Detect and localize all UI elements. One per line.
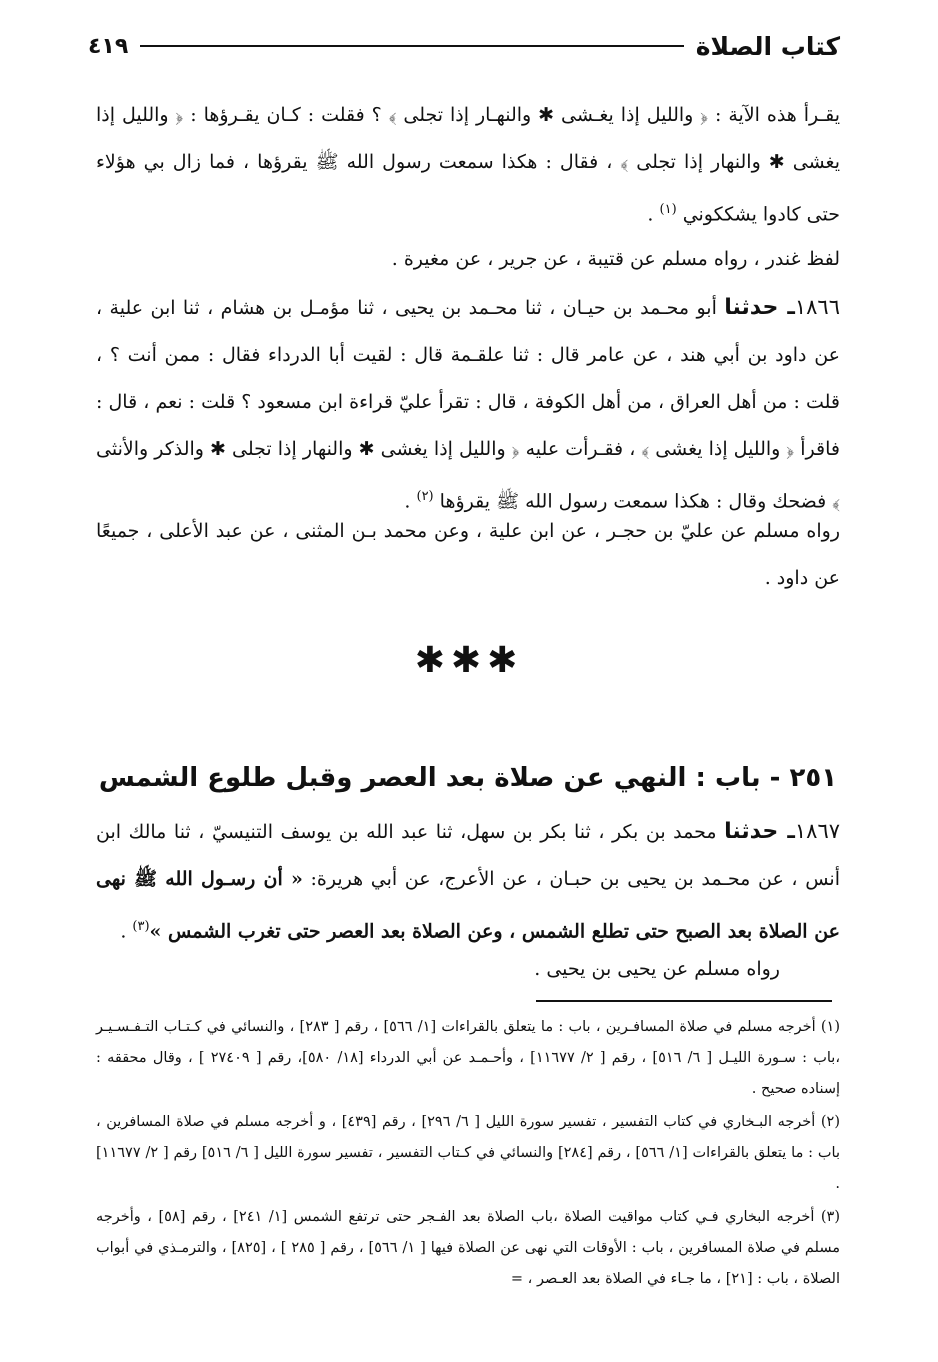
paragraph-end: .	[647, 203, 660, 226]
paragraph-narration-2: رواه مسلم عن عليّ بن حجـر ، عن ابن علية ، وعن محمد بـن المثنى ، عن عبد الأعلى ، جميعًا عن داود .	[96, 520, 840, 589]
footnote-2: (٢) أخرجه البـخاري في كتاب التفسير ، تفسير سورة الليل [ ٦/ ٢٩٦] ، رقم [٤٣٩] ، و أخرجه مسلم في صلاة المسافرين ، باب : ما يتعلق بالقراءات [١/ ٥٦٦] ، رقم [٢٨٤] والنسائي في كـتاب التفسير ، تفسير سورة الليل [ ٦/ ٥١٦] رقم [ ٢/ ١١٦٧٧] .	[96, 1114, 841, 1192]
hadith-1867	[96, 808, 840, 955]
footnote-ref-2: (٢)	[416, 489, 434, 504]
paragraph-narration-1: لفظ غندر ، رواه مسلم عن قتيبة ، عن جرير ، عن مغيرة .	[391, 248, 840, 270]
hadith-number: ١٨٦٧	[794, 819, 841, 843]
haddathana-word: ـ حدثنا	[724, 295, 795, 320]
header-rule	[140, 45, 683, 47]
paragraph-narration-3: رواه مسلم عن يحيى بن يحيى .	[534, 958, 780, 980]
hadith-text: محمد بن بكر ، ثنا بكر بن سهل، ثنا عبد الله بن يوسف التنيسيّ ، ثنا مالك ابن أنس ، عن محـمد بن يحيى بن حبـان ، عن الأعرج، عن أبي هريرة:	[96, 821, 840, 890]
haddathana-word: ـ حدثنا	[724, 819, 795, 844]
hadith-end: .	[404, 490, 417, 513]
footnote-ref-3: (٣)	[132, 919, 150, 934]
hadith-number: ١٨٦٦	[794, 295, 840, 319]
footnote-1: (١) أخرجه مسلم في صلاة المسافـرين ، باب : ما يتعلق بالقراءات [١/ ٥٦٦] ، رقم [ ٢٨٣] ، والنسائي في كـتـاب التـفـسـيـر ،باب : سـورة الليـل [ ٦/ ٥١٦] ، رقم [ ٢/ ١١٦٧٧] ، وأحـمـد عن أبي الدرداء [١٨/ ٥٨٠]، رقم [ ٢٧٤٠٩ ] ، وقال محققه : إسناده صحيح .	[96, 1019, 841, 1097]
chapter-heading: ٢٥١ - باب : النهي عن صلاة بعد العصر وقبل طلوع الشمس	[98, 763, 838, 793]
footnotes	[96, 1012, 840, 1297]
running-header	[88, 26, 840, 66]
hadith-text: أبو محـمد بن حيـان ، ثنا محـمد بن يحيى ، ثنا مؤمـل بن هشام ، ثنا ابن علية ، عن داود بن أبي هند ، عن عامر قال : ثنا علقـمة قال : لقيت أبا الدرداء فقال : ممن أنت ؟ ، قلت : من أهل العراق ، من أهل الكوفة ، قال : تقرأ عليّ قراءة ابن مسعود ؟ قلت : نعم ، قال : فاقرأ ﴿ والليل إذا يغشى ﴾ ، فقـرأت عليه ﴿ والليل إذا يغشى ✱ والنهار إذا تجلى ✱ والذكر والأنثى ﴾ فضحك وقال : هكذا سمعت رسول الله ﷺ يقرؤها	[96, 297, 840, 513]
page-number: ٤١٩	[88, 33, 129, 59]
paragraph-text: يقـرأ هذه الآية : ﴿ والليل إذا يغـشى ✱ والنهـار إذا تجلى ﴾ ؟ فقلت : كـان يقـرؤها : ﴿ والليل إذا يغشى ✱ والنهار إذا تجلى ﴾ ، فقال : هكذا سمعت رسول الله ﷺ يقرؤها ، فما زال بي هؤلاء حتى كادوا يشككوني	[96, 104, 840, 226]
hadith-1866	[96, 284, 840, 525]
footnote-3: (٣) أخرجه البخاري فـي كتاب مواقيت الصلاة ،باب الصلاة بعد الفـجر حتى ترتفع الشمس [١/ ٢٤١] ، رقم [٥٨] ، وأخرجه مسلم في صلاة المسافرين ، باب : الأوقات التي نهى عن الصلاة فيها [ ١/ ٥٦٦] ، رقم [ ٢٨٥ ] ، [٨٢٥] ، والترمـذي في أبواب الصلاة ، باب : [٢١] ، ما جـاء في الصلاة بعد العـصر ، =	[96, 1209, 841, 1287]
hadith-quote: « أن رسـول الله ﷺ نهى عن الصلاة بعد الصبح حتى تطلع الشمس ، وعن الصلاة بعد العصر حتى تغرب الشمس »	[96, 868, 840, 943]
footnote-rule	[536, 1000, 832, 1002]
hadith-end: .	[120, 920, 133, 943]
book-title: كتاب الصلاة	[695, 31, 840, 61]
footnote-ref-1: (١)	[659, 202, 677, 217]
paragraph-continuation	[96, 92, 840, 238]
section-separator: ✱✱✱	[414, 640, 524, 681]
